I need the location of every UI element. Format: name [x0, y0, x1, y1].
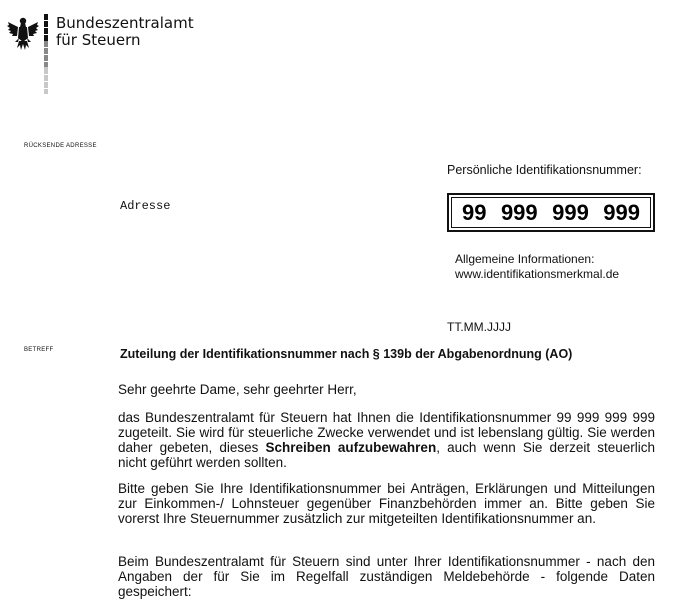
org-name-line1: Bundeszentralamt: [56, 14, 194, 32]
subject-label: BETREFF: [24, 347, 54, 353]
id-number-label: Persönliche Identifikationsnummer:: [447, 163, 642, 177]
paragraph-1: [118, 410, 655, 470]
flag-stripe-bar: [44, 14, 48, 94]
info-label: Allgemeine Informationen:: [455, 252, 595, 266]
id-number-value: [451, 197, 651, 228]
letter-date: TT.MM.JJJJ: [447, 320, 511, 334]
return-address-label: RÜCKSENDE ADRESSE: [24, 143, 97, 149]
paragraph-2: Bitte geben Sie Ihre Identifikationsnummer bei Anträgen, Erklärungen und Mitteilungen zur Einkommen-/ Lohnsteuer gegenüber Finanzbehörden immer an. Bitte geben Sie vorerst Ihre Steuernummer zusätzlich zur mitgeteilten Identifikationsnummer an.: [118, 481, 655, 526]
letter-subject: Zuteilung der Identifikationsnummer nach § 139b der Abgabenordnung (AO): [120, 347, 573, 361]
info-url: www.identifikationsmerkmal.de: [455, 267, 620, 281]
id-group-3: 999: [552, 199, 589, 225]
id-group-2: 999: [500, 199, 538, 225]
paragraph-3: Beim Bundeszentralamt für Steuern sind unter Ihrer Identifikationsnummer - nach den Angaben der für Sie im Regelfall zuständigen Meldebehörde - folgende Daten gespeichert:: [118, 554, 655, 599]
salutation: Sehr geehrte Dame, sehr geehrter Herr,: [118, 382, 357, 397]
paragraph-1-end: , auch wenn Sie derzeit steuerlich nicht geführt werden sollten.: [118, 440, 655, 470]
org-name-line2: für Steuern: [56, 31, 141, 49]
recipient-address: Adresse: [120, 199, 171, 213]
federal-eagle-icon: [6, 14, 40, 52]
id-number-box: [447, 193, 655, 232]
id-group-4: 999: [603, 199, 640, 225]
paragraph-1-bold: Schreiben aufzubewahren: [265, 440, 437, 455]
paragraph-1-text: das Bundeszentralamt für Steuern hat Ihnen die Identifikationsnummer 99 999 999 999 zugeteilt. Sie wird für steuerliche Zwecke verwendet und ist lebenslang gültig. Sie werden daher gebeten, dieses: [118, 410, 655, 455]
id-group-1: 99: [462, 199, 487, 225]
